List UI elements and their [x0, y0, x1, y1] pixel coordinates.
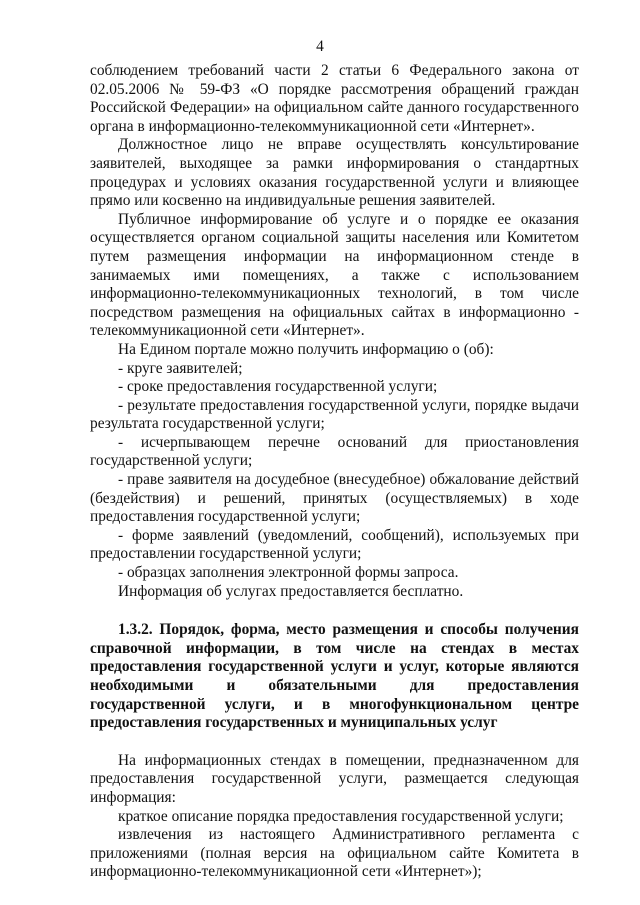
list-item: краткое описание порядка предоставления государственной услуги;: [118, 807, 564, 825]
document-body: [90, 62, 579, 882]
list-item: - круге заявителей;: [118, 359, 243, 377]
list-item: - форме заявлений (уведомлений, сообщений), используемых при предоставлении государственной услуги;: [90, 526, 579, 563]
list-item: - сроке предоставления государственной услуги;: [118, 378, 438, 396]
list-item: - образцах заполнения электронной формы запроса.: [118, 564, 459, 582]
list-item: - праве заявителя на досудебное (внесудебное) обжалование действий (бездействия) и решений, принятых (осуществляемых) в ходе предоставления государственной услуги;: [90, 471, 579, 526]
list-item: извлечения из настоящего Административного регламента с приложениями (полная версия на официальном сайте Комитета в информационно-телекоммуникационной сети «Интернет»);: [90, 826, 579, 881]
paragraph-stand-intro: На информационных стендах в помещении, предназначенном для предоставления государственной услуги, размещается следующая информация:: [90, 751, 579, 806]
list-item: - результате предоставления государственной услуги, порядке выдачи результата государственной услуги;: [90, 396, 579, 433]
portal-info-list: [90, 360, 579, 583]
paragraph-portal-intro: На Едином портале можно получить информацию о (об):: [118, 340, 494, 358]
paragraph-law-reference: соблюдением требований части 2 статьи 6 Федерального закона от 02.05.2006 № 59-ФЗ «О порядке рассмотрения обращений граждан Российской Федерации» на официальном сайте данного государственного органа в информационно-телекоммуникационной сети «Интернет».: [90, 62, 579, 135]
paragraph-free-info: Информация об услугах предоставляется бесплатно.: [118, 582, 464, 600]
paragraph-public-informing: Публичное информирование об услуге и о порядке ее оказания осуществляется органом социальной защиты населения или Комитетом путем размещения информации на информационном стенде в занимаемых ими помещениях, а также с использованием информационно-телекоммуникационных технологий, в том числе посредством размещения на официальных сайтах в информационно - телекоммуникационной сети «Интернет».: [90, 210, 579, 340]
section-heading: 1.3.2. Порядок, форма, место размещения и способы получения справочной информации, в том числе на стендах в местах предоставления государственной услуги и услуг, которые являются необходимыми и обязательными для предоставления государственной услуги, и в многофункциональном центре предоставления государственных и муниципальных услуг: [90, 621, 579, 732]
paragraph-official-restriction: Должностное лицо не вправе осуществлять консультирование заявителей, выходящее за рамки информирования о стандартных процедурах и условиях оказания государственной услуги и влияющее прямо или косвенно на индивидуальные решения заявителей.: [90, 136, 579, 210]
page-number: 4: [316, 38, 324, 55]
list-item: - исчерпывающем перечне оснований для приостановления государственной услуги;: [90, 433, 579, 470]
